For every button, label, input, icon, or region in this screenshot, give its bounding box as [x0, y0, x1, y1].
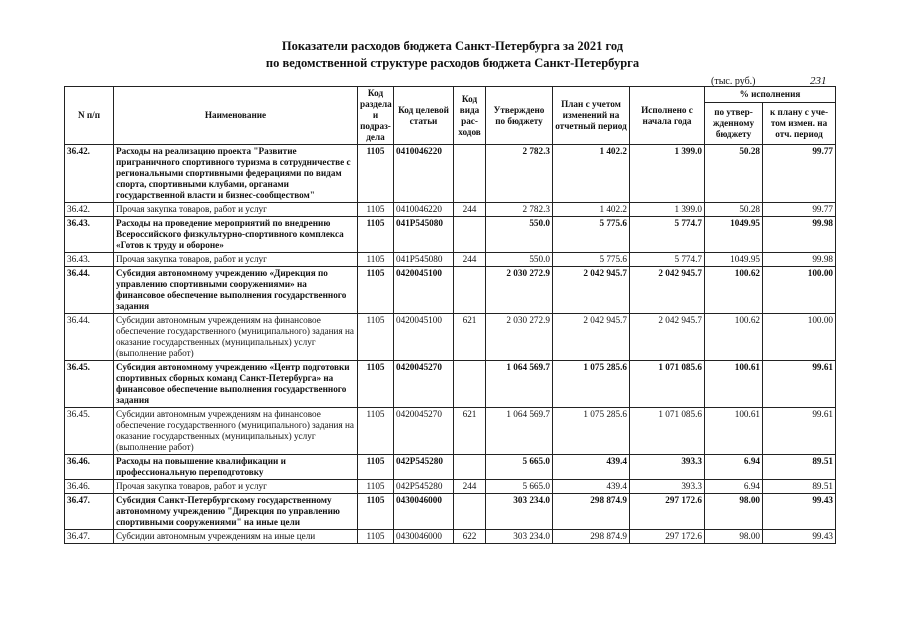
row-pct-plan: 99.98: [763, 217, 836, 253]
row-pct-approved: 98.00: [705, 494, 763, 530]
row-target-article-code: 0430046000: [394, 530, 454, 544]
row-pct-plan: 100.00: [763, 267, 836, 314]
row-razdel-code: 1105: [358, 145, 394, 203]
row-target-article-code: 0420045100: [394, 314, 454, 361]
table-row: [65, 361, 836, 408]
row-number: 36.43.: [65, 217, 114, 253]
row-approved: 2 030 272.9: [486, 314, 553, 361]
row-target-article-code: 041P545080: [394, 253, 454, 267]
table-row: [65, 314, 836, 361]
row-done: 1 071 085.6: [630, 361, 705, 408]
row-number: 36.44.: [65, 267, 114, 314]
row-approved: 2 782.3: [486, 203, 553, 217]
row-name: Субсидии автономным учреждениям на финансовое обеспечение государственного (муниципального) задания на оказание государственных (муниципальных) услуг (выполнение работ): [114, 314, 358, 361]
table-header: [65, 87, 836, 145]
row-target-article-code: 0420045270: [394, 361, 454, 408]
row-done: 393.3: [630, 480, 705, 494]
row-razdel-code: 1105: [358, 267, 394, 314]
row-number: 36.47.: [65, 494, 114, 530]
row-approved: 1 064 569.7: [486, 408, 553, 455]
row-expense-type-code: [454, 494, 486, 530]
row-razdel-code: 1105: [358, 530, 394, 544]
row-name: Расходы на реализацию проекта "Развитие приграничного спортивного туризма в сотрудничестве с региональными спортивными федерациями по видам спорта, спортивными клубами, органами государственной власти и бизнес-сообществом": [114, 145, 358, 203]
row-expense-type-code: [454, 267, 486, 314]
row-pct-plan: 99.61: [763, 408, 836, 455]
header-expense-type: Код вида рас-ходов: [454, 87, 486, 145]
table-row: [65, 455, 836, 480]
document-title-line1: Показатели расходов бюджета Санкт-Петербурга за 2021 год: [281, 39, 624, 53]
header-approved: Утверждено по бюджету: [486, 87, 553, 145]
row-expense-type-code: 622: [454, 530, 486, 544]
table-row: [65, 408, 836, 455]
row-pct-plan: 99.98: [763, 253, 836, 267]
row-pct-approved: 1049.95: [705, 253, 763, 267]
row-done: 1 399.0: [630, 145, 705, 203]
table-row: [65, 267, 836, 314]
row-number: 36.42.: [65, 145, 114, 203]
row-razdel-code: 1105: [358, 455, 394, 480]
row-name: Субсидии автономным учреждениям на финансовое обеспечение государственного (муниципального) задания на оказание государственных (муниципальных) услуг (выполнение работ): [114, 408, 358, 455]
row-plan: 439.4: [553, 480, 630, 494]
row-pct-approved: 6.94: [705, 455, 763, 480]
row-plan: 298 874.9: [553, 494, 630, 530]
row-expense-type-code: [454, 455, 486, 480]
row-approved: 5 665.0: [486, 480, 553, 494]
table-row: [65, 530, 836, 544]
row-done: 2 042 945.7: [630, 267, 705, 314]
row-plan: 1 075 285.6: [553, 408, 630, 455]
row-razdel-code: 1105: [358, 494, 394, 530]
header-plan: План с учетом изменений на отчетный период: [553, 87, 630, 145]
row-number: 36.46.: [65, 480, 114, 494]
row-razdel-code: 1105: [358, 361, 394, 408]
row-expense-type-code: 621: [454, 408, 486, 455]
row-pct-approved: 50.28: [705, 203, 763, 217]
row-pct-plan: 99.77: [763, 203, 836, 217]
row-number: 36.47.: [65, 530, 114, 544]
row-plan: 2 042 945.7: [553, 267, 630, 314]
row-done: 5 774.7: [630, 253, 705, 267]
row-approved: 550.0: [486, 217, 553, 253]
row-number: 36.46.: [65, 455, 114, 480]
row-pct-approved: 1049.95: [705, 217, 763, 253]
table-row: [65, 217, 836, 253]
budget-table: [64, 86, 836, 544]
table-row: [65, 253, 836, 267]
row-target-article-code: 0420045270: [394, 408, 454, 455]
row-expense-type-code: [454, 217, 486, 253]
row-number: 36.43.: [65, 253, 114, 267]
row-pct-approved: 98.00: [705, 530, 763, 544]
header-pct-plan: к плану с уче-том измен. на отч. период: [763, 103, 836, 145]
row-plan: 5 775.6: [553, 217, 630, 253]
row-razdel-code: 1105: [358, 408, 394, 455]
row-approved: 5 665.0: [486, 455, 553, 480]
row-approved: 1 064 569.7: [486, 361, 553, 408]
row-plan: 439.4: [553, 455, 630, 480]
row-name: Прочая закупка товаров, работ и услуг: [114, 480, 358, 494]
header-name: Наименование: [114, 87, 358, 145]
row-expense-type-code: 244: [454, 480, 486, 494]
row-plan: 1 402.2: [553, 203, 630, 217]
row-number: 36.42.: [65, 203, 114, 217]
row-target-article-code: 0410046220: [394, 145, 454, 203]
header-num: N п/п: [65, 87, 114, 145]
row-razdel-code: 1105: [358, 217, 394, 253]
table-row: [65, 480, 836, 494]
row-name: Прочая закупка товаров, работ и услуг: [114, 203, 358, 217]
row-razdel-code: 1105: [358, 480, 394, 494]
row-razdel-code: 1105: [358, 253, 394, 267]
row-expense-type-code: [454, 361, 486, 408]
row-pct-approved: 100.61: [705, 361, 763, 408]
row-target-article-code: 042P545280: [394, 480, 454, 494]
row-done: 393.3: [630, 455, 705, 480]
row-plan: 2 042 945.7: [553, 314, 630, 361]
row-target-article-code: 0420045100: [394, 267, 454, 314]
row-done: 1 399.0: [630, 203, 705, 217]
row-name: Субсидия автономному учреждению «Центр подготовки спортивных сборных команд Санкт-Петербурга» на финансовое обеспечение выполнения государственного задания: [114, 361, 358, 408]
row-pct-plan: 100.00: [763, 314, 836, 361]
table-body: [65, 145, 836, 544]
row-razdel-code: 1105: [358, 314, 394, 361]
row-done: 5 774.7: [630, 217, 705, 253]
row-plan: 298 874.9: [553, 530, 630, 544]
row-target-article-code: 0430046000: [394, 494, 454, 530]
row-target-article-code: 0410046220: [394, 203, 454, 217]
row-target-article-code: 041P545080: [394, 217, 454, 253]
row-done: 1 071 085.6: [630, 408, 705, 455]
row-number: 36.45.: [65, 361, 114, 408]
row-number: 36.45.: [65, 408, 114, 455]
row-pct-plan: 89.51: [763, 455, 836, 480]
row-expense-type-code: 244: [454, 253, 486, 267]
row-pct-plan: 99.77: [763, 145, 836, 203]
row-name: Субсидия Санкт-Петербургскому государственному автономному учреждению "Дирекция по управлению спортивными сооружениями" на иные цели: [114, 494, 358, 530]
row-pct-plan: 99.43: [763, 530, 836, 544]
row-pct-approved: 6.94: [705, 480, 763, 494]
row-target-article-code: 042P545280: [394, 455, 454, 480]
row-pct-plan: 99.61: [763, 361, 836, 408]
row-expense-type-code: 621: [454, 314, 486, 361]
row-razdel-code: 1105: [358, 203, 394, 217]
row-approved: 303 234.0: [486, 530, 553, 544]
header-razdel: Код раздела и подраз-дела: [358, 87, 394, 145]
row-name: Субсидия автономному учреждению «Дирекция по управлению спортивными сооружениями» на финансовое обеспечение выполнения государственного задания: [114, 267, 358, 314]
document-title-line2: по ведомственной структуре расходов бюджета Санкт-Петербурга: [265, 56, 640, 70]
row-pct-approved: 100.62: [705, 267, 763, 314]
row-approved: 550.0: [486, 253, 553, 267]
header-pct-approved: по утвер-жденному бюджету: [705, 103, 763, 145]
row-pct-plan: 99.43: [763, 494, 836, 530]
row-plan: 1 402.2: [553, 145, 630, 203]
row-pct-approved: 100.61: [705, 408, 763, 455]
row-done: 297 172.6: [630, 530, 705, 544]
row-expense-type-code: [454, 145, 486, 203]
row-plan: 1 075 285.6: [553, 361, 630, 408]
table-row: [65, 145, 836, 203]
row-approved: 2 030 272.9: [486, 267, 553, 314]
row-number: 36.44.: [65, 314, 114, 361]
table-row: [65, 494, 836, 530]
header-pct: % исполнения: [705, 87, 836, 103]
header-done: Исполнено с начала года: [630, 87, 705, 145]
row-pct-plan: 89.51: [763, 480, 836, 494]
row-name: Субсидии автономным учреждениям на иные цели: [114, 530, 358, 544]
row-approved: 2 782.3: [486, 145, 553, 203]
row-approved: 303 234.0: [486, 494, 553, 530]
row-name: Прочая закупка товаров, работ и услуг: [114, 253, 358, 267]
table-row: [65, 203, 836, 217]
header-target-article: Код целевой статьи: [394, 87, 454, 145]
page-number: 231: [810, 75, 827, 87]
row-done: 2 042 945.7: [630, 314, 705, 361]
row-expense-type-code: 244: [454, 203, 486, 217]
units-label: (тыс. руб.): [711, 76, 756, 87]
row-pct-approved: 50.28: [705, 145, 763, 203]
row-pct-approved: 100.62: [705, 314, 763, 361]
row-name: Расходы на повышение квалификации и профессиональную переподготовку: [114, 455, 358, 480]
row-name: Расходы на проведение мероприятий по внедрению Всероссийского физкультурно-спортивного комплекса «Готов к труду и обороне»: [114, 217, 358, 253]
row-done: 297 172.6: [630, 494, 705, 530]
row-plan: 5 775.6: [553, 253, 630, 267]
